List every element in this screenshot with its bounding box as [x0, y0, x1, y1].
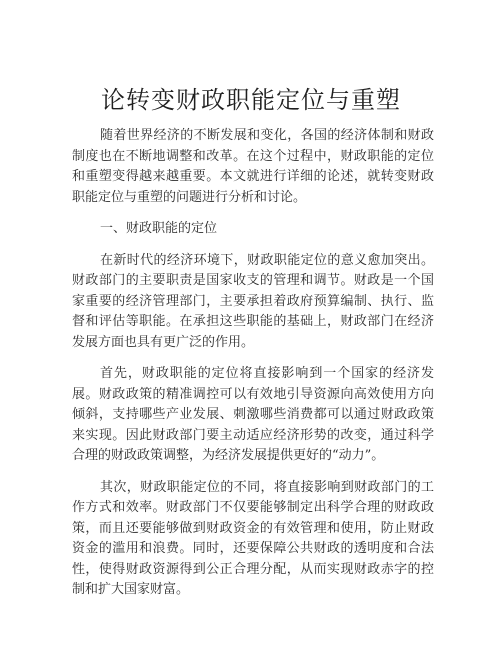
document-title: 论转变财政职能定位与重塑 — [101, 86, 401, 114]
body-paragraph: 在新时代的经济环境下，财政职能定位的意义愈加突出。财政部门的主要职责是国家收支的管理和调节。财政是一个国家重要的经济管理部门，主要承担着政府预算编制、执行、监督和评估等职能。在承担这些职能的基础上，财政部门在经济发展方面也具有更广泛的作用。 — [72, 252, 434, 350]
intro-paragraph: 随着世界经济的不断发展和变化，各国的经济体制和财政制度也在不断地调整和改革。在这个过程中，财政职能的定位和重塑变得越来越重要。本文就进行详细的论述，就转变财政职能定位与重塑的问题进行分析和讨论。 — [72, 128, 434, 205]
document-body — [72, 126, 434, 612]
section-heading: 一、财政职能的定位 — [100, 221, 218, 236]
body-paragraph: 首先，财政职能的定位将直接影响到一个国家的经济发展。财政政策的精准调控可以有效地引导资源向高效使用方向倾斜，支持哪些产业发展、刺激哪些消费都可以通过财政政策来实现。因此财政部门要主动适应经济形势的改变，通过科学合理的财政政策调整，为经济发展提供更好的“动力”。 — [72, 366, 434, 463]
body-paragraph: 其次，财政职能定位的不同，将直接影响到财政部门的工作方式和效率。财政部门不仅要能够制定出科学合理的财政政策，而且还要能够做到财政资金的有效管理和使用，防止财政资金的滥用和浪费。同时，还要保障公共财政的透明度和合法性，使得财政资源得到公正合理分配，从而实现财政赤字的控制和扩大国家财富。 — [72, 479, 434, 597]
